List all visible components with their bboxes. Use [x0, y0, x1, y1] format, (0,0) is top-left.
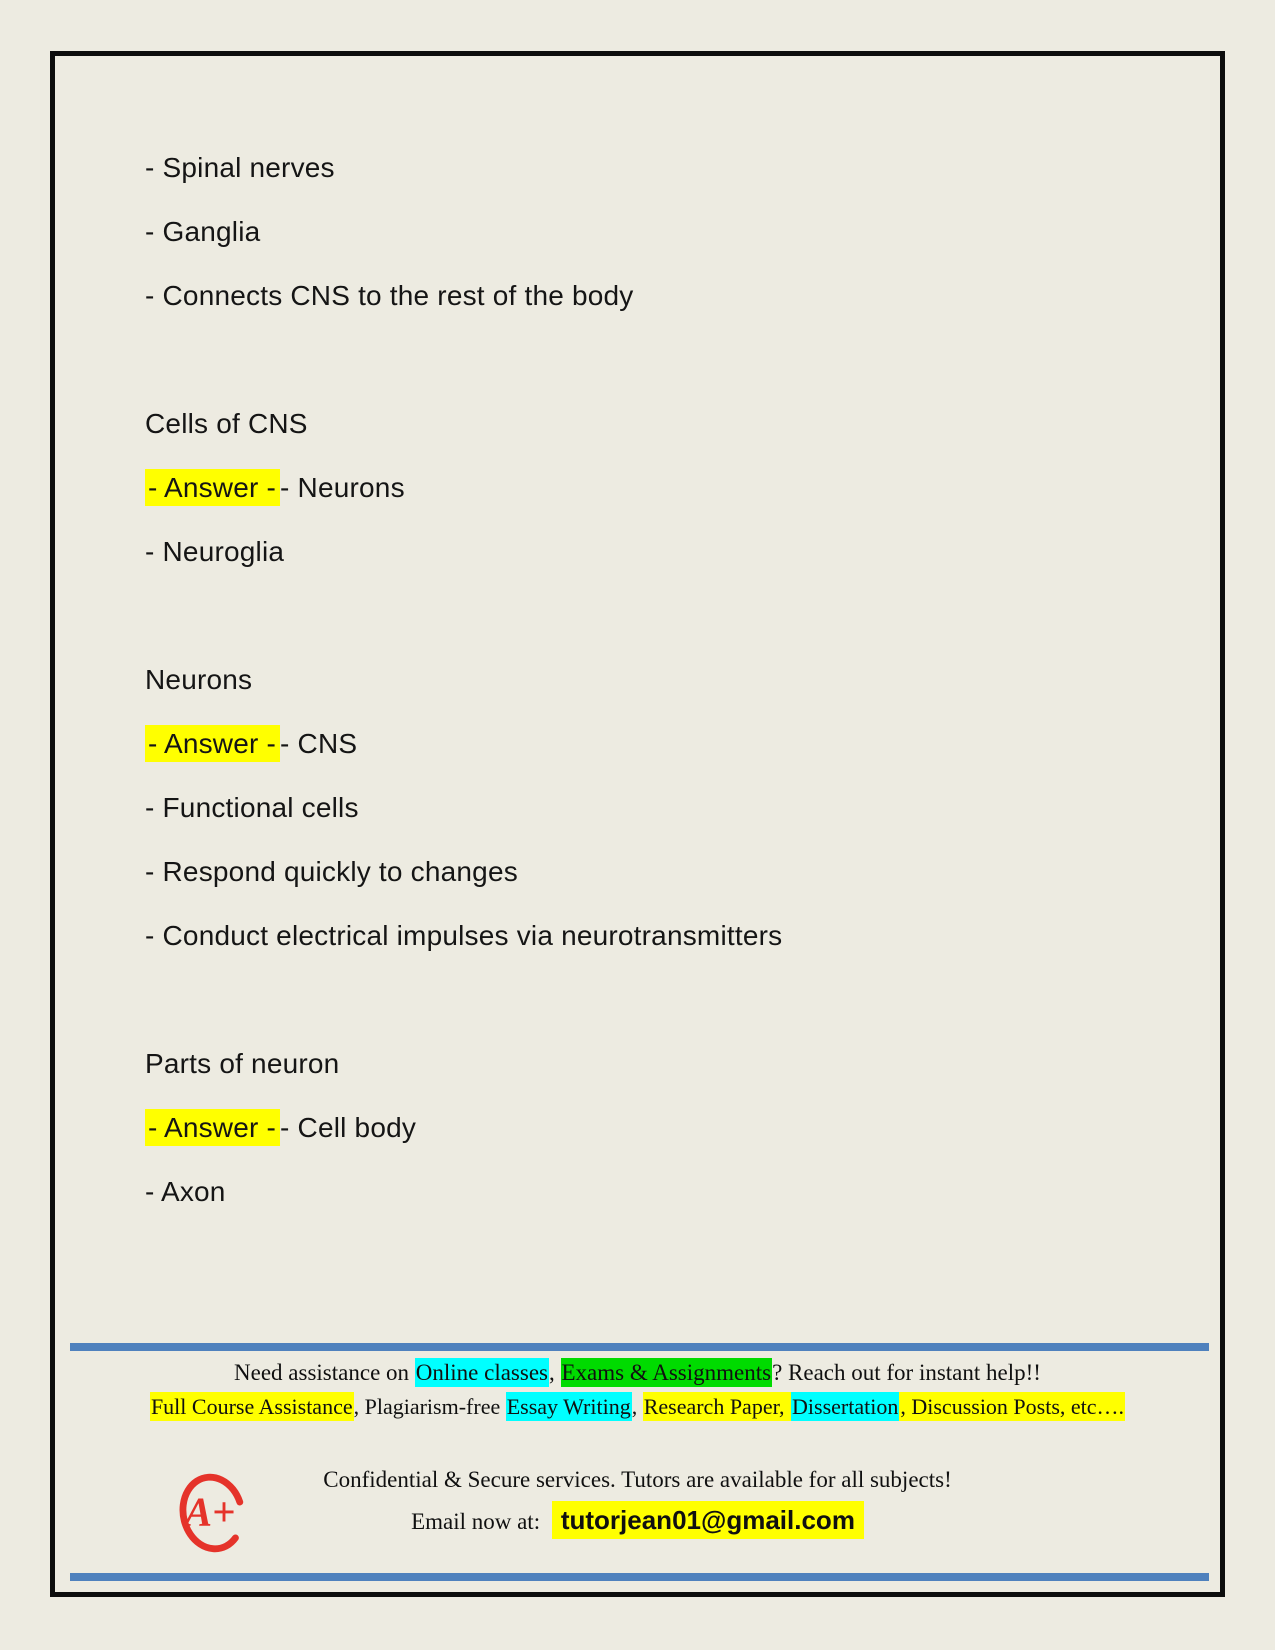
note-line	[145, 264, 1190, 328]
note-line-answer	[145, 1096, 1190, 1160]
note-line-text: - Ganglia	[145, 216, 261, 247]
highlight-discussion-posts: , Discussion Posts, etc….	[900, 1394, 1125, 1419]
note-line-text: - Functional cells	[145, 792, 359, 823]
footer-email-line	[55, 1500, 1220, 1542]
note-line-text: - Cell body	[280, 1112, 417, 1143]
note-line-text: - Respond quickly to changes	[145, 856, 518, 887]
note-line-text: - Neurons	[280, 472, 405, 503]
answer-highlight: - Answer -	[145, 725, 280, 762]
footer-text: ,	[549, 1360, 561, 1385]
note-line	[145, 1160, 1190, 1224]
note-line	[145, 776, 1190, 840]
note-line	[145, 840, 1190, 904]
note-line	[145, 520, 1190, 584]
highlight-essay-writing: Essay Writing	[506, 1394, 631, 1419]
footer-confidential-line: Confidential & Secure services. Tutors are available for all subjects!	[323, 1467, 952, 1492]
note-line-text: - Connects CNS to the rest of the body	[145, 280, 634, 311]
footer-text: , Plagiarism-free	[353, 1394, 506, 1419]
section-gap	[145, 584, 1190, 648]
highlight-research-paper: Research Paper,	[643, 1394, 791, 1419]
note-line-text: - Spinal nerves	[145, 152, 335, 183]
footer-text: ,	[631, 1394, 643, 1419]
footer-services-line	[55, 1390, 1220, 1424]
section-heading-cells-of-cns: Cells of CNS	[145, 408, 308, 439]
footer-help-line	[55, 1356, 1220, 1390]
answer-highlight: - Answer -	[145, 469, 280, 506]
highlight-full-course-assistance: Full Course Assistance	[150, 1394, 353, 1419]
notes-frame	[50, 51, 1225, 1597]
note-line-text: - CNS	[280, 728, 358, 759]
top-divider-rule	[70, 1343, 1209, 1351]
section-gap	[145, 968, 1190, 1032]
highlight-online-classes: Online classes	[415, 1360, 548, 1385]
highlight-exams-assignments: Exams & Assignments	[561, 1360, 772, 1385]
section-heading-neurons: Neurons	[145, 664, 253, 695]
bottom-divider-rule	[70, 1573, 1209, 1581]
a-plus-logo-text: A+	[184, 1489, 236, 1535]
section-heading-parts-of-neuron: Parts of neuron	[145, 1048, 340, 1079]
footer-text: Need assistance on	[234, 1360, 415, 1385]
note-line	[145, 904, 1190, 968]
note-line-answer	[145, 456, 1190, 520]
note-line	[145, 136, 1190, 200]
note-line-text: - Neuroglia	[145, 536, 285, 567]
note-line-text: - Conduct electrical impulses via neurotransmitters	[145, 920, 783, 951]
highlight-dissertation: Dissertation	[792, 1394, 899, 1419]
email-address: tutorjean01@gmail.com	[552, 1501, 864, 1539]
note-line-answer	[145, 712, 1190, 776]
note-line	[145, 200, 1190, 264]
email-label: Email now at:	[411, 1509, 546, 1534]
footer-text: ? Reach out for instant help!!	[772, 1360, 1041, 1385]
section-gap	[145, 328, 1190, 392]
answer-highlight: - Answer -	[145, 1109, 280, 1146]
notes-content	[55, 56, 1220, 1224]
note-line-text: - Axon	[145, 1176, 226, 1207]
